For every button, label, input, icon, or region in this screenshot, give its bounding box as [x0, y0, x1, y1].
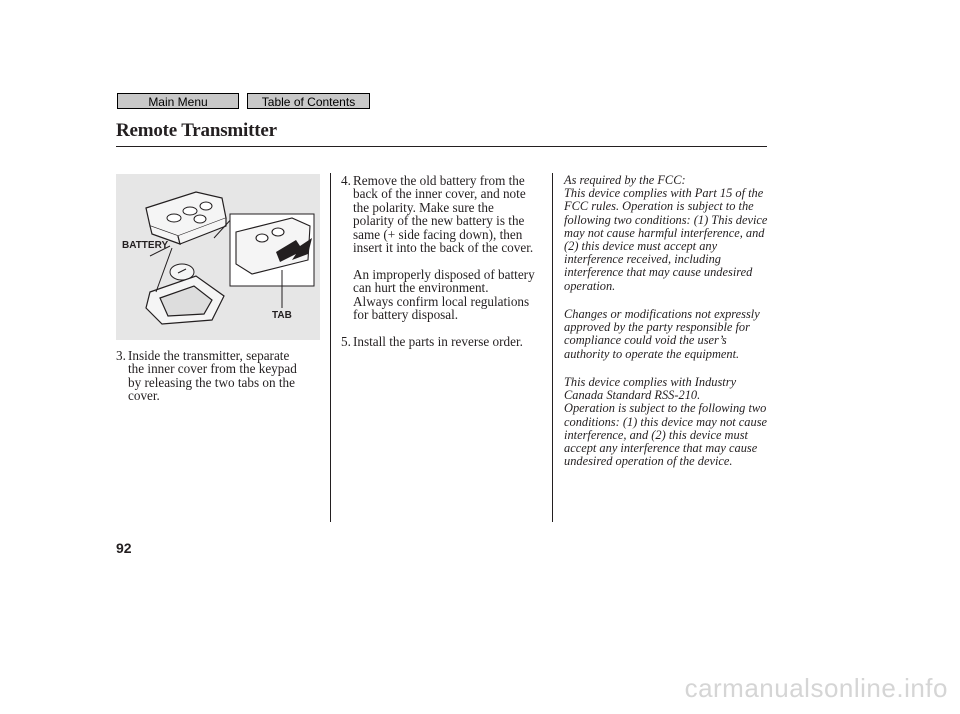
text-line: following two conditions: (1) This device: [564, 212, 768, 227]
main-menu-button[interactable]: Main Menu: [117, 93, 239, 109]
step-text: [128, 349, 297, 403]
text-line: undesired operation of the device.: [564, 454, 733, 469]
step-number: 4.: [341, 173, 351, 188]
battery-label: BATTERY: [122, 240, 169, 251]
text-line: An improperly disposed of battery: [353, 267, 535, 282]
text-line: polarity of the new battery is the: [353, 213, 525, 229]
text-line: Remove the old battery from the: [353, 173, 525, 188]
text-line: approved by the party responsible for: [564, 320, 750, 335]
title-rule: [116, 146, 767, 147]
text-line: the polarity. Make sure the: [353, 199, 494, 215]
transmitter-illustration: [116, 174, 320, 340]
fcc-modifications-warning: [564, 308, 774, 361]
text-line: may not cause harmful interference, and: [564, 225, 765, 240]
text-line: can hurt the environment.: [353, 280, 489, 296]
text-line: Inside the transmitter, separate: [128, 348, 290, 363]
text-line: interference received, including: [564, 252, 721, 267]
page-number: 92: [116, 540, 132, 556]
text-line: accept any interference that may cause: [564, 441, 758, 456]
text-line: Install the parts in reverse order.: [353, 334, 523, 349]
text-line: authority to operate the equipment.: [564, 346, 740, 361]
battery-disposal-note: [353, 268, 553, 322]
step-text: [353, 335, 523, 348]
tab-label: TAB: [272, 310, 292, 321]
watermark: carmanualsonline.info: [684, 673, 948, 703]
step-text: [353, 174, 533, 254]
text-line: As required by the FCC:: [564, 173, 686, 187]
text-line: by releasing the two tabs on the: [128, 374, 296, 390]
text-line: back of the inner cover, and note: [353, 186, 526, 202]
text-line: interference, and (2) this device must: [564, 427, 748, 442]
page-title: Remote Transmitter: [116, 120, 277, 141]
text-line: This device complies with Part 15 of the: [564, 186, 764, 201]
text-line: cover.: [128, 388, 160, 404]
column-divider-right: [552, 173, 553, 522]
text-line: Operation is subject to the following two: [564, 401, 767, 416]
table-of-contents-button[interactable]: Table of Contents: [247, 93, 370, 109]
text-line: Canada Standard RSS-210.: [564, 388, 701, 403]
text-line: interference that may cause undesired: [564, 265, 753, 280]
column-divider-left: [330, 173, 331, 522]
text-line: This device complies with Industry: [564, 375, 737, 389]
text-line: insert it into the back of the cover.: [353, 240, 534, 256]
text-line: the inner cover from the keypad: [128, 361, 297, 377]
industry-canada-statement: [564, 376, 774, 468]
text-line: Changes or modifications not expressly: [564, 307, 760, 321]
text-line: operation.: [564, 278, 616, 293]
step-number: 3.: [116, 348, 126, 363]
text-line: (2) this device must accept any: [564, 239, 718, 254]
text-line: for battery disposal.: [353, 307, 459, 323]
text-line: Always confirm local regulations: [353, 293, 530, 309]
text-line: FCC rules. Operation is subject to the: [564, 199, 754, 214]
text-line: compliance could void the user’s: [564, 333, 727, 348]
text-line: conditions: (1) this device may not cause: [564, 414, 768, 429]
step-number: 5.: [341, 334, 351, 349]
text-line: same (+ side facing down), then: [353, 226, 523, 242]
fcc-statement: [564, 174, 774, 293]
